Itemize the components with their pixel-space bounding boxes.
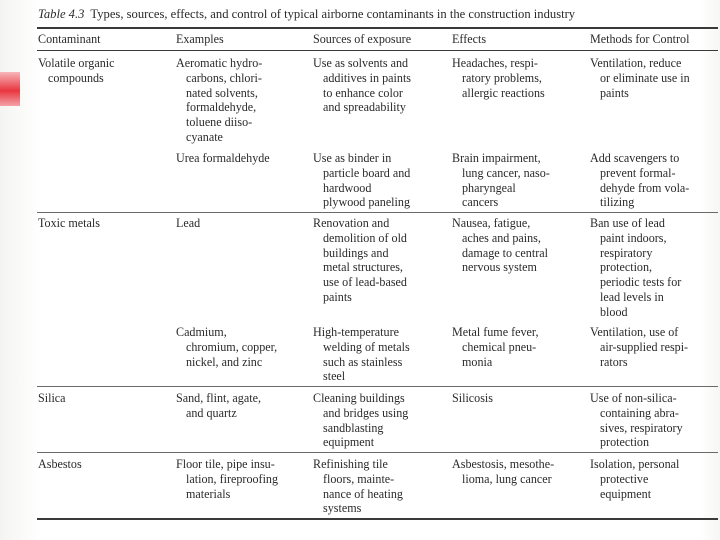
header-rule [37,50,718,51]
row-divider [37,452,718,453]
header-effects: Effects [452,32,487,46]
cell-sources: Cleaning buildings and bridges using sandblasting equipment [313,391,409,450]
cell-effects: Brain impairment, lung cancer, naso- pharyngeal cancers [452,151,550,210]
cell-sources: Use as solvents and additives in paints to enhance color and spreadability [313,56,412,115]
cell-examples: Aeromatic hydro- carbons, chlori- nated solvents, formaldehyde, toluene diiso- cyanate [176,56,263,144]
table-caption [38,7,718,22]
cell-sources: High-temperature welding of metals such as stainless steel [313,325,410,384]
row-divider [37,386,718,387]
row-divider [37,212,718,213]
cell-sources: Refinishing tile floors, mainte- nance of heating systems [313,457,403,516]
cell-effects: Nausea, fatigue, aches and pains, damage to central nervous system [452,216,548,275]
red-accent-mark [0,72,20,106]
header-examples: Examples [176,32,224,46]
cell-contaminant: Toxic metals [38,216,100,230]
cell-effects: Metal fume fever, chemical pneu- monia [452,325,539,369]
header-sources: Sources of exposure [313,32,412,46]
bottom-rule [37,518,718,520]
cell-effects: Silicosis [452,391,493,405]
cell-control: Isolation, personal protective equipment [590,457,680,501]
cell-sources: Renovation and demolition of old buildings and metal structures, use of lead-based paints [313,216,407,304]
header-contaminant: Contaminant [38,32,101,46]
table-title: Types, sources, effects, and control of typical airborne contaminants in the construction industry [90,7,576,21]
header-control: Methods for Control [590,32,690,46]
cell-control: Ban use of lead paint indoors, respiratory protection, periodic tests for lead levels in blood [590,216,682,319]
table-number: Table 4.3 [38,7,85,21]
cell-examples: Sand, flint, agate, and quartz [176,391,261,420]
cell-examples: Urea formaldehyde [176,151,270,165]
cell-control: Add scavengers to prevent formal- dehyde from vola- tilizing [590,151,690,210]
cell-contaminant: Asbestos [38,457,82,471]
cell-examples: Floor tile, pipe insu- lation, fireproofing materials [176,457,279,501]
cell-contaminant: Silica [38,391,66,405]
cell-control: Use of non-silica- containing abra- sives, respiratory protection [590,391,683,450]
cell-examples: Cadmium, chromium, copper, nickel, and zinc [176,325,278,369]
cell-effects: Headaches, respi- ratory problems, allergic reactions [452,56,545,100]
cell-sources: Use as binder in particle board and hardwood plywood paneling [313,151,411,210]
cell-control: Ventilation, use of air-supplied respi- rators [590,325,689,369]
top-rule [37,27,718,29]
cell-control: Ventilation, reduce or eliminate use in paints [590,56,690,100]
cell-effects: Asbestosis, mesothe- lioma, lung cancer [452,457,555,486]
cell-examples: Lead [176,216,201,230]
cell-contaminant: Volatile organic compounds [38,56,115,85]
